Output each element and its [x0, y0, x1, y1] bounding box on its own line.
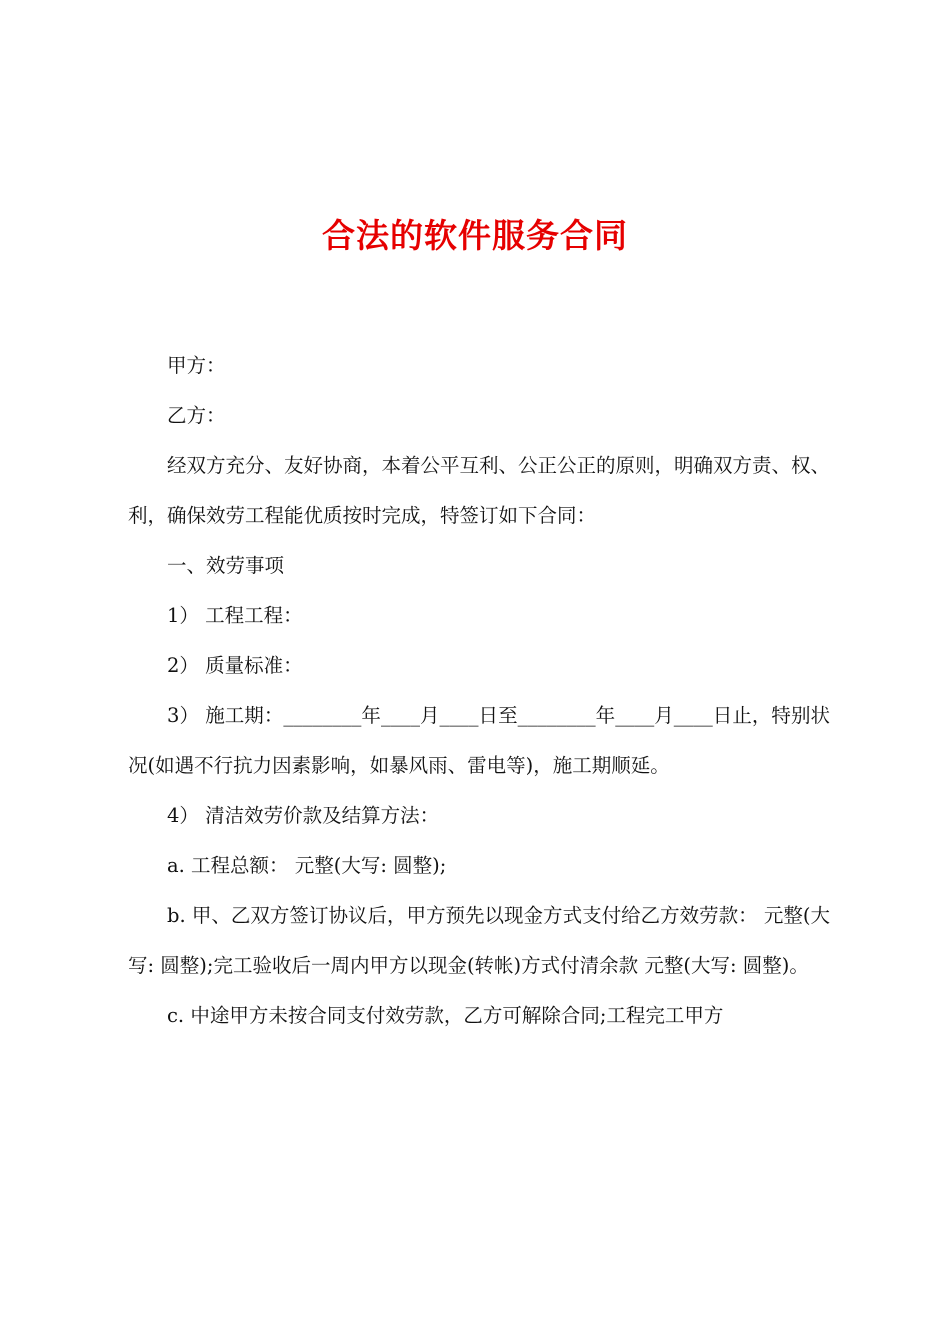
document-title: 合法的软件服务合同 — [322, 216, 628, 255]
clause-project: 1） 工程工程： — [167, 604, 303, 627]
preamble-paragraph: 经双方充分、友好协商，本着公平互利、公正公正的原则，明确双方责、权、利，确保效劳工程能优质按时完成，特签订如下合同： — [128, 454, 831, 527]
clause-c-termination: c. 中途甲方未按合同支付效劳款，乙方可解除合同;工程完工甲方 — [167, 1004, 724, 1027]
clause-construction-period: 3） 施工期：________年____月____日至________年____月____日止，特别状况(如遇不行抗力因素影响，如暴风雨、雷电等)，施工期顺延。 — [128, 704, 830, 777]
clause-price-settlement: 4） 清洁效劳价款及结算方法： — [167, 804, 440, 827]
clause-quality-standard: 2） 质量标准： — [167, 654, 303, 677]
clause-a-total: a. 工程总额： 元整(大写: 圆整); — [167, 854, 447, 877]
clause-b-payment: b. 甲、乙双方签订协议后，甲方预先以现金方式支付给乙方效劳款： 元整(大写: 圆整);完工验收后一周内甲方以现金(转帐)方式付清余款 元整(大写: 圆整)。 — [128, 904, 830, 977]
section-heading-service-items: 一、效劳事项 — [167, 554, 285, 577]
party-b-line: 乙方： — [167, 404, 226, 427]
party-a-line: 甲方： — [167, 354, 226, 377]
document-body — [128, 341, 830, 1041]
